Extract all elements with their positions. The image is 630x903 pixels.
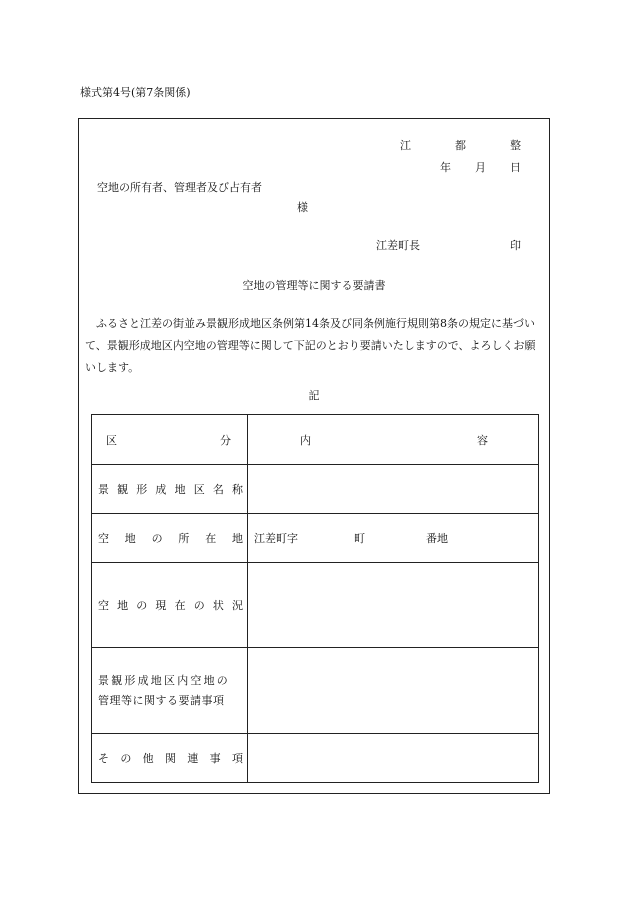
row-label-current-state [92,563,248,648]
address-town-prefix: 江差町字 [254,532,298,545]
date-year: 年 [440,161,451,174]
label-char: 項 [231,752,243,765]
label-char: の [120,752,132,765]
label-char: 関 [164,752,176,765]
label-char: そ [98,752,109,765]
label-char: 地 [117,599,129,612]
date-month: 月 [475,161,486,174]
label-char: 現 [155,599,167,612]
table-row [92,563,539,648]
label-line: 景観形成地区内空地の [98,673,230,687]
label-char: 成 [155,483,167,496]
label-char: 観 [117,483,129,496]
label-char: 状 [212,599,224,612]
value-current-state[interactable] [248,563,539,648]
row-label-other [92,734,248,783]
label-char: 所 [178,532,190,545]
issuer-row [376,237,521,253]
form-number-label: 様式第4号(第7条関係) [80,86,191,99]
body-paragraph: ふるさと江差の街並み景観形成地区条例第14条及び同条例施行規則第8条の規定に基づいて、景観形成地区内空地の管理等に関して下記のとおり要請いたしますので、よろしくお願いします。 [85,317,536,374]
label-char: 在 [174,599,186,612]
value-district-name[interactable] [248,465,539,514]
row-label-location [92,514,248,563]
header-char: 区 [106,433,117,447]
label-char: 地 [124,532,136,545]
row-label-district-name [92,465,248,514]
label-char: 名 [212,483,224,496]
document-frame [78,118,550,794]
addressee: 空地の所有者、管理者及び占有者 [97,181,262,194]
issuer-name: 江差町長 [376,239,420,252]
label-char: の [136,599,148,612]
label-char: 称 [231,483,243,496]
label-char: 景 [98,483,109,496]
doc-number-char: 江 [400,139,411,152]
honorific: 様 [297,201,308,214]
table-row [92,734,539,783]
value-requested-matters[interactable] [248,648,539,734]
label-char: 他 [142,752,154,765]
label-char: の [151,532,163,545]
doc-number-char: 整 [510,139,521,152]
label-char: 地 [174,483,186,496]
header-category-cell [92,415,248,465]
table-row [92,648,539,734]
document-number [400,137,521,153]
date-line [440,159,521,175]
header-char: 内 [300,433,311,447]
ki-heading: 記 [308,389,320,402]
label-char: の [193,599,205,612]
address-banchi: 番地 [426,532,448,545]
address-cho: 町 [354,532,365,545]
label-char: 空 [98,532,109,545]
label-char: 形 [136,483,148,496]
date-day: 日 [510,161,521,174]
header-char: 分 [220,433,231,447]
label-char: 空 [98,599,109,612]
table-row [92,514,539,563]
label-char: 事 [209,752,221,765]
label-line: 管理等に関する要請事項 [98,693,225,707]
value-other[interactable] [248,734,539,783]
request-table [91,414,539,783]
doc-number-char: 都 [455,139,466,152]
table-row [92,465,539,514]
label-char: 在 [205,532,217,545]
value-location[interactable] [248,514,539,563]
label-char: 区 [193,483,205,496]
label-char: 地 [231,532,243,545]
label-char: 況 [231,599,243,612]
header-char: 容 [477,433,488,447]
label-char: 連 [187,752,199,765]
document-title: 空地の管理等に関する要請書 [242,279,386,292]
header-content-cell [248,415,539,465]
table-header-row [92,415,539,465]
row-label-requested-matters [92,648,248,734]
seal-mark: 印 [510,239,521,252]
